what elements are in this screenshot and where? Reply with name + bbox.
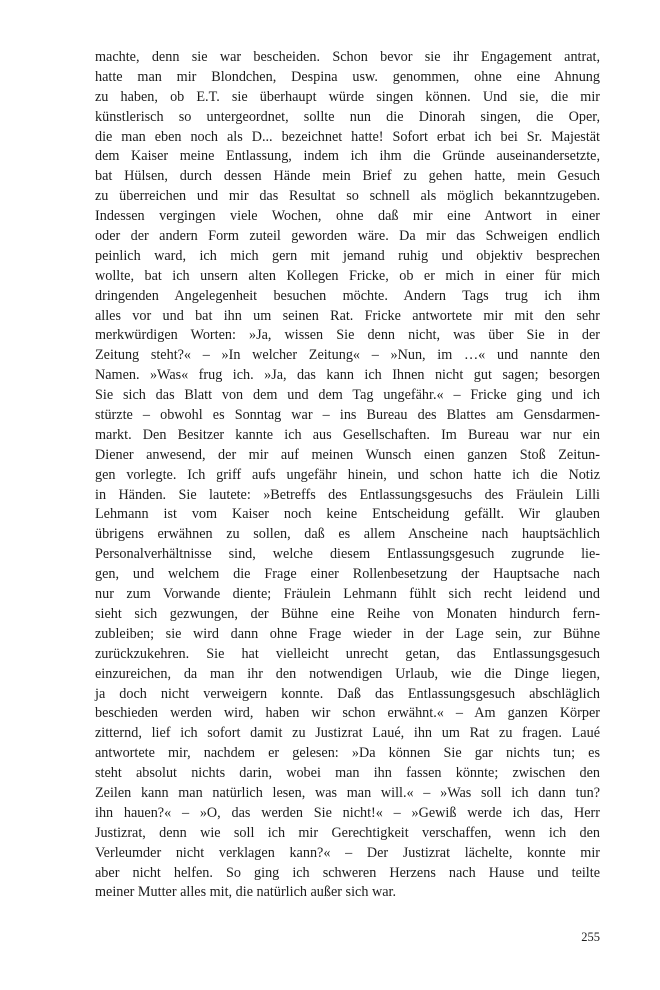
text-line: bat Hülsen, durch dessen Hände mein Brief zu gehen hatte, mein Gesuch [95,168,600,185]
text-line: Personalverhältnisse sind, welche diesem Entlassungsgesuch zugrunde lie- [95,546,600,563]
page-number: 255 [581,930,600,944]
text-line: oder der andern Form zuteil geworden wäre. Da mir das Schweigen endlich [95,228,600,245]
text-line: nur zum Vorwande diente; Fräulein Lehmann fühlt sich recht leidend und [95,586,600,603]
text-line: einzureichen, da man ihr den notwendigen Urlaub, wie die Dinge liegen, [95,665,600,682]
text-line: zubleiben; sie wird dann ohne Frage wieder in der Lage sein, zur Bühne [95,625,600,642]
text-line: dem Kaiser meine Entlassung, indem ich ihm die Gründe auseinandersetzte, [95,148,600,165]
text-line: antwortete mir, nachdem er gelesen: »Da können Sie gar nichts tun; es [95,745,600,762]
text-line: wollte, bat ich unsern alten Kollegen Fricke, ob er mich in einer für mich [95,267,600,284]
text-line: in Händen. Sie lautete: »Betreffs des Entlassungsgesuchs des Fräulein Lilli [95,486,600,503]
text-line: sieht sich gezwungen, der Bühne eine Reihe von Monaten hindurch fern- [95,605,600,622]
text-line: Zeitung steht?« – »In welcher Zeitung« – »Nun, im …« und nannte den [95,347,600,364]
body-text [95,48,600,903]
text-line: merkwürdigen Worten: »Ja, wissen Sie denn nicht, was über Sie in der [95,327,600,344]
text-line: ihn hauen?« – »O, das werden Sie nicht!« – »Gewiß werde ich das, Herr [95,804,600,821]
text-line: alles vor und bat ihn um seinen Rat. Fricke antwortete mir mit den sehr [95,307,600,324]
text-line: peinlich ward, ich mich gern mit jemand ruhig und objektiv besprechen [95,247,600,264]
text-line: gen, und welchem die Frage einer Rollenbesetzung der Hauptsache nach [95,566,600,583]
text-line: zu haben, ob E.T. sie überhaupt würde singen können. Und sie, die mir [95,88,600,105]
text-line: zitternd, lief ich sofort damit zu Justizrat Laué, ihn um Rat zu fragen. Laué [95,725,600,742]
text-line: aber nicht helfen. So ging ich schweren Herzens nach Hause und teilte [95,864,600,881]
text-line: künstlerisch so untergeordnet, sollte nun die Dinorah singen, die Oper, [95,108,600,125]
text-line: gen vorlegte. Ich griff aufs ungefähr hinein, und schon hatte ich die Notiz [95,466,600,483]
text-line: Verleumder nicht verklagen kann?« – Der Justizrat lächelte, konnte mir [95,844,600,861]
text-line: Justizrat, denn wie soll ich mir Gerechtigkeit verschaffen, wenn ich den [95,824,600,841]
text-line: die man eben noch als D... bezeichnet hatte! Sofort erbat ich bei Sr. Majestät [95,128,600,145]
text-line: machte, denn sie war bescheiden. Schon bevor sie ihr Engagement antrat, [95,49,600,65]
text-line: Indessen vergingen viele Wochen, ohne daß mir eine Antwort in einer [95,208,600,225]
text-line: hatte man mir Blondchen, Despina usw. genommen, ohne eine Ahnung [95,68,600,85]
text-line: Namen. »Was« frug ich. »Ja, das kann ich Ihnen nicht gut sagen; besorgen [95,367,600,384]
text-line: steht absolut nichts darin, wobei man ihn fassen könnte; zwischen den [95,765,600,782]
text-line: markt. Den Besitzer kannte ich aus Gesellschaften. Im Bureau war nur ein [95,426,600,443]
text-line: Sie sich das Blatt von dem und dem Tag ungefähr.« – Fricke ging und ich [95,387,600,404]
text-line: ja doch nicht verweigern konnte. Daß das Entlassungsgesuch abschläglich [95,685,600,702]
text-line: Diener anwesend, der mir auf meinen Wunsch einen ganzen Stoß Zeitun- [95,446,600,463]
text-line: übrigens erwähnen zu sollen, daß es allem Anscheine nach hauptsächlich [95,526,600,543]
text-line: Zeilen kann man natürlich lesen, was man will.« – »Was soll ich dann tun? [95,784,600,801]
text-line: dringenden Angelegenheit besuchen möchte. Andern Tags trug ich ihm [95,287,600,304]
text-line: stürzte – obwohl es Sonntag war – ins Bureau des Blattes am Gensdarmen- [95,407,600,424]
text-line: zu überreichen und mir das Resultat so schnell als möglich bekanntzugeben. [95,188,600,205]
text-line: zurückzukehren. Sie hat vielleicht unrecht getan, das Entlassungsgesuch [95,645,600,662]
text-line: beschieden werden wird, haben wir schon erwähnt.« – Am ganzen Körper [95,705,600,722]
text-line: meiner Mutter alles mit, die natürlich außer sich war. [95,884,396,901]
text-line: Lehmann ist vom Kaiser noch keine Entscheidung gefällt. Wir glauben [95,506,600,523]
